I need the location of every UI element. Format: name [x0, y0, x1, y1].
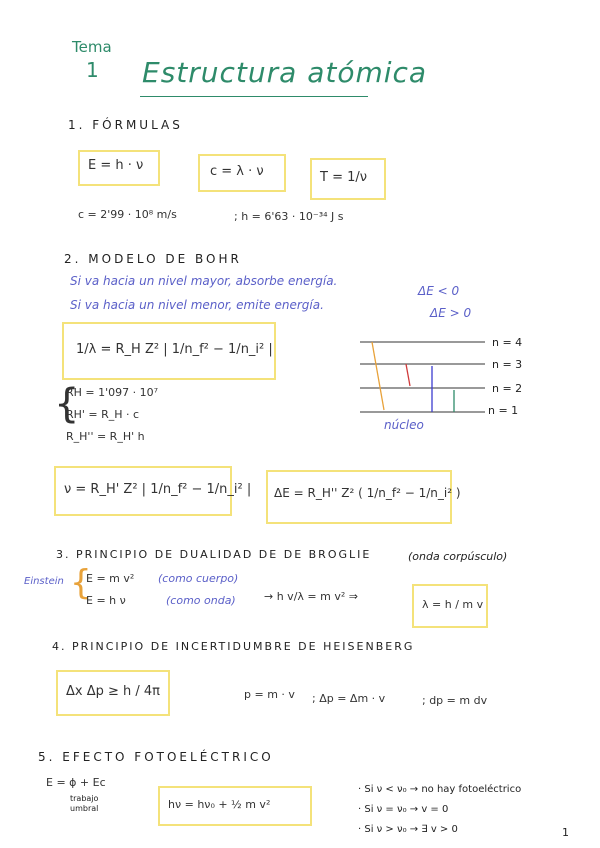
bohr-note-up-sign: ΔE < 0 [418, 284, 460, 298]
level-n3: n = 3 [492, 358, 523, 371]
nucleus-label: núcleo [384, 418, 424, 432]
momentum: p = m · v [244, 688, 295, 701]
eq-corpuscle: E = m v² [86, 572, 135, 585]
transition-red [406, 364, 410, 386]
section4-heading: 4. PRINCIPIO DE INCERTIDUMBRE DE HEISENBERG [52, 640, 415, 653]
section5-heading: 5. EFECTO FOTOELÉCTRICO [38, 750, 274, 764]
photo-energy-eq: E = ϕ + Ec [46, 776, 106, 789]
debroglie-result: λ = h / m v [422, 598, 484, 611]
formula-period: T = 1/ν [320, 170, 368, 185]
eq-corpuscle-note: (como cuerpo) [158, 572, 239, 585]
level-n4: n = 4 [492, 336, 523, 349]
energy-formula: ΔE = R_H'' Z² ( 1/n_f² − 1/n_i² ) [274, 486, 461, 500]
section3-subtitle: (onda corpúsculo) [408, 550, 508, 563]
section3-heading: 3. PRINCIPIO DE DUALIDAD DE DE BROGLIE [56, 548, 372, 561]
brace: { [54, 381, 80, 427]
uncertainty: Δx Δp ≥ h / 4π [66, 684, 161, 699]
constant-h: ; h = 6'63 · 10⁻³⁴ J s [234, 210, 344, 223]
rh-prime: RH' = R_H · c [66, 408, 140, 421]
eq-wave-note: (como onda) [166, 594, 236, 607]
rh-double: R_H'' = R_H' h [66, 430, 145, 443]
page-number: 1 [562, 826, 569, 839]
dp: ; dp = m dv [422, 694, 488, 707]
condition-2: · Si ν = ν₀ → v = 0 [358, 804, 449, 815]
level-n2: n = 2 [492, 382, 523, 395]
delta-p: ; Δp = Δm · v [312, 692, 386, 705]
work-label: trabajo umbral [70, 794, 99, 813]
orange-brace: { [70, 563, 92, 603]
section2-heading: 2. MODELO DE BOHR [64, 252, 242, 266]
constant-c: c = 2'99 · 10⁸ m/s [78, 208, 177, 221]
eq-wave: E = h ν [86, 594, 126, 607]
tema-number: 1 [86, 58, 99, 82]
transition-orange [372, 342, 384, 410]
einstein-label: Einstein [24, 576, 64, 587]
rydberg-formula: 1/λ = R_H Z² | 1/n_f² − 1/n_i² | [76, 342, 273, 357]
formula-light: c = λ · ν [210, 164, 264, 179]
formula-energy: E = h · ν [88, 158, 144, 173]
bohr-note-down-sign: ΔE > 0 [430, 306, 472, 320]
title-underline [140, 96, 368, 98]
freq-formula: ν = R_H' Z² | 1/n_f² − 1/n_i² | [64, 482, 252, 497]
level-n1: n = 1 [488, 404, 519, 417]
tema-label: Tema [72, 38, 112, 56]
condition-3: · Si ν > ν₀ → ∃ v > 0 [358, 824, 458, 835]
section1-heading: 1. FÓRMULAS [68, 118, 183, 132]
rh-value: RH = 1'097 · 10⁷ [66, 386, 159, 399]
page-title: Estructura atómica [142, 56, 428, 89]
photo-eq: hν = hν₀ + ½ m v² [168, 798, 271, 811]
bohr-note-down: Si va hacia un nivel menor, emite energía. [70, 298, 324, 312]
derivation: → h v/λ = m v² ⇒ [264, 590, 358, 603]
bohr-note-up: Si va hacia un nivel mayor, absorbe energía. [70, 274, 338, 288]
condition-1: · Si ν < ν₀ → no hay fotoeléctrico [358, 784, 522, 795]
